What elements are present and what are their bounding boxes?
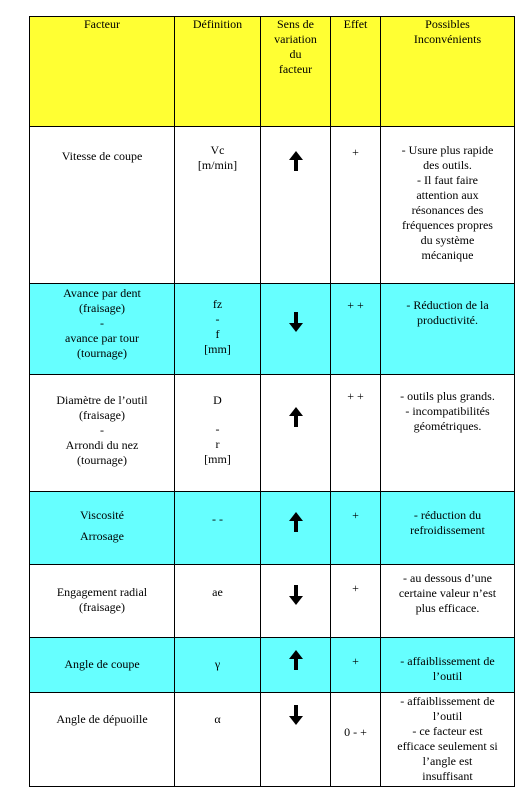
arrow-up-icon [289, 151, 303, 171]
facteur-cell: Avance par dent (fraisage) - avance par tour (tournage) [30, 284, 175, 375]
facteur-cell: Engagement radial (fraisage) [30, 565, 175, 638]
definition-cell: ae [175, 565, 261, 638]
factors-table [29, 16, 515, 787]
effet-cell: + [331, 127, 381, 284]
table-row [30, 375, 515, 492]
table-row [30, 492, 515, 565]
header-effet: Effet [331, 17, 381, 127]
inconvenients-cell: - réduction du refroidissement [381, 492, 515, 565]
facteur-cell: Viscosité Arrosage [30, 492, 175, 565]
sens-cell [261, 375, 331, 492]
header-definition: Définition [175, 17, 261, 127]
header-inconvenients: Possibles Inconvénients [381, 17, 515, 127]
effet-cell: + + [331, 375, 381, 492]
definition-cell: Vc [m/min] [175, 127, 261, 284]
inconvenients-cell: - Usure plus rapide des outils. - Il faut faire attention aux résonances des fréquences propres du système mécanique [381, 127, 515, 284]
effet-cell: + [331, 565, 381, 638]
definition-cell: α [175, 693, 261, 787]
definition-cell: - - [175, 492, 261, 565]
sens-cell [261, 127, 331, 284]
arrow-up-icon [289, 650, 303, 670]
effet-cell: 0 - + [331, 693, 381, 787]
arrow-up-icon [289, 512, 303, 532]
arrow-up-icon [289, 407, 303, 427]
inconvenients-cell: - au dessous d’une certaine valeur n’est plus efficace. [381, 565, 515, 638]
arrow-down-icon [289, 585, 303, 605]
inconvenients-cell: - Réduction de la productivité. [381, 284, 515, 375]
sens-cell [261, 693, 331, 787]
sens-cell [261, 284, 331, 375]
effet-cell: + [331, 638, 381, 693]
header-facteur: Facteur [30, 17, 175, 127]
table-row [30, 638, 515, 693]
arrow-down-icon [289, 705, 303, 725]
effet-cell: + [331, 492, 381, 565]
facteur-cell: Angle de dépuoille [30, 693, 175, 787]
table-row [30, 127, 515, 284]
header-row [30, 17, 515, 127]
inconvenients-cell: - affaiblissement de l’outil [381, 638, 515, 693]
table-row [30, 565, 515, 638]
definition-cell: fz - f [mm] [175, 284, 261, 375]
inconvenients-cell: - affaiblissement de l’outil - ce facteur est efficace seulement si l’angle est insuffisant [381, 693, 515, 787]
sens-cell [261, 638, 331, 693]
header-sens: Sens de variation du facteur [261, 17, 331, 127]
sens-cell [261, 565, 331, 638]
table-row [30, 693, 515, 787]
facteur-cell: Vitesse de coupe [30, 127, 175, 284]
table-row [30, 284, 515, 375]
facteur-cell: Angle de coupe [30, 638, 175, 693]
facteur-cell: Diamètre de l’outil (fraisage) - Arrondi du nez (tournage) [30, 375, 175, 492]
sens-cell [261, 492, 331, 565]
definition-cell: D - r [mm] [175, 375, 261, 492]
definition-cell: γ [175, 638, 261, 693]
arrow-down-icon [289, 312, 303, 332]
effet-cell: + + [331, 284, 381, 375]
inconvenients-cell: - outils plus grands. - incompatibilités géométriques. [381, 375, 515, 492]
